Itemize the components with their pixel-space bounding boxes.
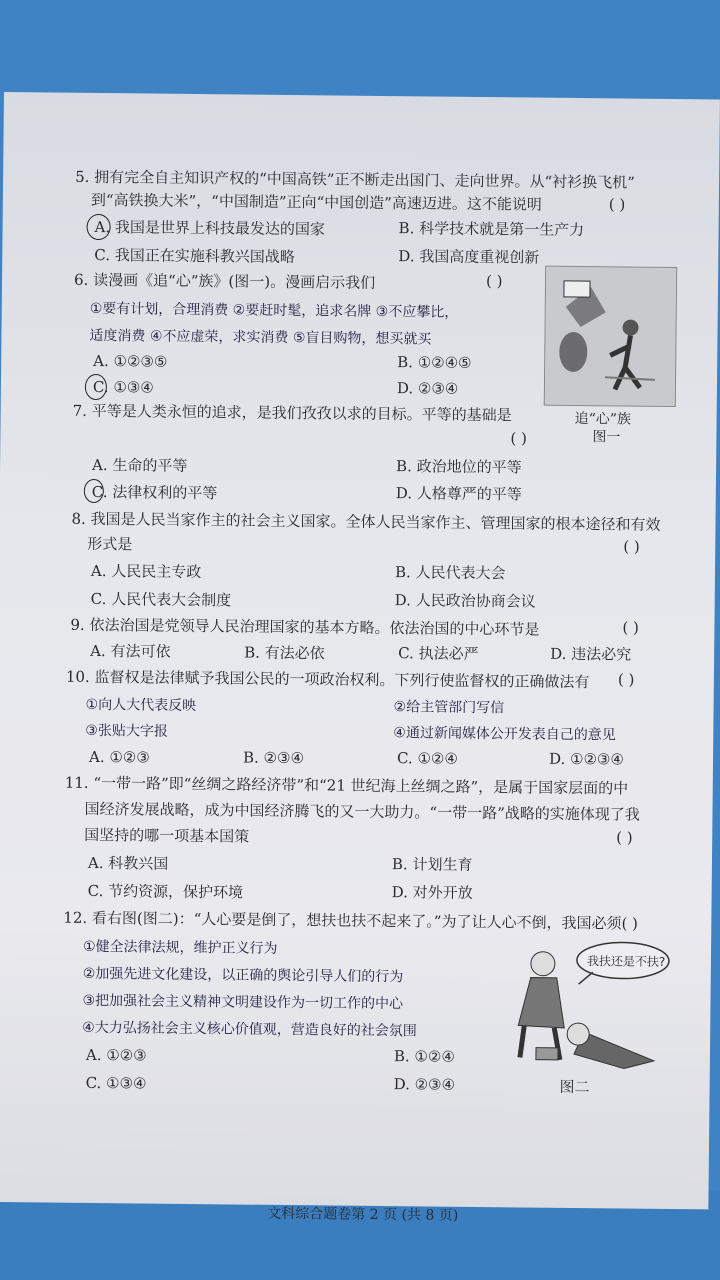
q10-option-b: B. ②③④ [242, 748, 305, 768]
q6-option-b: B. ①②④⑤ [397, 353, 472, 372]
q9-answer-blank: ( ) [622, 618, 640, 637]
q10-stem: 10. 监督权是法律赋予我国公民的一项政治权利。下列行使监督权的正确做法有 [65, 667, 590, 692]
q5-option-c: C. 我国正在实施科教兴国战略 [94, 245, 295, 267]
q11-option-b: B. 计划生育 [391, 855, 473, 874]
exam-page [0, 92, 720, 1224]
q5-option-b: B. 科学技术就是第一生产力 [398, 219, 585, 240]
q12-option-3: ③把加强社会主义精神文明建设作为一切工作的中心 [82, 992, 404, 1013]
q12-option-c: C. ①③④ [85, 1073, 147, 1093]
figure-1-cartoon [544, 266, 677, 407]
q10-option-d: D. ①②③④ [548, 749, 624, 769]
q5-stem-line2: 到“高铁换大米”，“中国制造”正向“中国创造”高速迈进。这不能说明 [90, 190, 542, 214]
q6-option-c: C. ①③④ [92, 377, 154, 397]
q12-option-d: D. ②③④ [393, 1075, 456, 1094]
q8-stem-line1: 8. 我国是人民当家作主的社会主义国家。全体人民当家作主、管理国家的根本途径和有效 [71, 509, 661, 534]
q11-answer-blank: ( ) [616, 828, 633, 847]
page-footer: 文科综合题卷第 2 页 (共 8 页) [267, 1205, 459, 1224]
q8-option-b: B. 人民代表大会 [394, 563, 506, 583]
q5-stem-line1: 5. 拥有完全自主知识产权的“中国高铁”正不断走出国门、走向世界。从“衬衫换飞机” [75, 167, 635, 192]
q11-stem-line3: 国坚持的哪一项基本国策 [84, 825, 250, 846]
q10-answer-blank: ( ) [617, 670, 635, 689]
q11-option-a: A. 科教兴国 [87, 853, 169, 873]
q12-stem: 12. 看右图(图二)：“人心要是倒了，想扶也扶不起来了。”为了让人心不倒，我国必须( ) [63, 908, 639, 933]
q9-option-b: B. 有法必依 [244, 643, 325, 663]
q9-option-d: D. 违法必究 [550, 644, 632, 664]
figure-1-illustration [545, 267, 676, 406]
q10-option-3: ③张贴大字报 [85, 722, 168, 740]
figure-1-caption: 追“心”族 [574, 410, 632, 428]
q6-options-line2: 适度消费 ④不应虚荣，求实消费 ⑤盲目购物，想买就买 [89, 327, 432, 348]
q10-option-4: ④通过新闻媒体公开发表自己的意见 [393, 725, 616, 744]
q6-options-line1: ①要有计划，合理消费 ②要赶时髦，追求名牌 ③不应攀比， [89, 300, 459, 321]
q11-stem-line1: 11. “一带一路”即“丝绸之路经济带”和“21 世纪海上丝绸之路”，是属于国家层面的中 [64, 773, 629, 798]
q6-stem: 6. 读漫画《追“心”族》(图一)。漫画启示我们 [73, 270, 376, 292]
q12-option-b: B. ①②④ [393, 1047, 455, 1066]
q7-option-c: C. 法律权利的平等 [91, 482, 218, 503]
q8-option-d: D. 人民政治协商会议 [394, 591, 536, 611]
q7-option-d: D. 人格尊严的平等 [395, 484, 522, 504]
q5-answer-blank: ( ) [608, 195, 626, 214]
q10-option-c: C. ①②④ [396, 749, 458, 768]
q8-answer-blank: ( ) [623, 537, 640, 556]
q6-answer-blank: ( ) [485, 272, 503, 291]
figure-2-speech-bubble: 我扶还是不扶? [586, 954, 666, 969]
q6-option-d: D. ②③④ [396, 379, 459, 398]
q12-option-2: ②加强先进文化建设，以正确的舆论引导人们的行为 [82, 965, 404, 986]
figure-2-cartoon [474, 935, 675, 1077]
q12-option-4: ④大力弘扬社会主义核心价值观，营造良好的社会氛围 [82, 1019, 417, 1040]
q10-option-1: ①向人大代表反映 [85, 696, 197, 715]
figure-2-label: 图二 [559, 1077, 590, 1097]
q5-handwritten-mark [86, 214, 110, 240]
q7-answer-blank: ( ) [510, 429, 527, 448]
q12-option-1: ①健全法律法规，维护正义行为 [82, 938, 278, 957]
q9-stem: 9. 依法治国是党领导人民治理国家的基本方略。依法治国的中心环节是 [70, 615, 540, 639]
q7-option-a: A. 生命的平等 [92, 455, 188, 475]
q10-option-a: A. ①②③ [88, 747, 150, 767]
q7-stem: 7. 平等是人类永恒的追求，是我们孜孜以求的目标。平等的基础是 [72, 401, 512, 425]
q8-option-c: C. 人民代表大会制度 [90, 589, 232, 610]
q7-handwritten-mark [84, 479, 104, 503]
q11-stem-line2: 国经济发展战略，成为中国经济腾飞的又一大助力。“一带一路”战略的实施体现了我 [84, 799, 640, 824]
q6-option-a: A. ①②③⑤ [93, 351, 168, 371]
q12-option-a: A. ①②③ [85, 1045, 147, 1065]
q10-option-2: ②给主管部门写信 [393, 699, 505, 717]
q9-option-c: C. 执法必严 [398, 644, 479, 664]
q9-option-a: A. 有法可依 [90, 641, 171, 661]
q11-option-c: C. 节约资源，保护环境 [87, 881, 244, 902]
q11-option-d: D. 对外开放 [391, 883, 473, 902]
q5-option-a: A. 我国是世界上科技最发达的国家 [94, 217, 326, 239]
q7-option-b: B. 政治地位的平等 [396, 457, 522, 477]
q8-option-a: A. 人民民主专政 [90, 561, 202, 582]
q8-stem-line2: 形式是 [87, 534, 133, 554]
q5-option-d: D. 我国高度重视创新 [398, 247, 540, 267]
figure-1-label: 图一 [592, 429, 621, 446]
